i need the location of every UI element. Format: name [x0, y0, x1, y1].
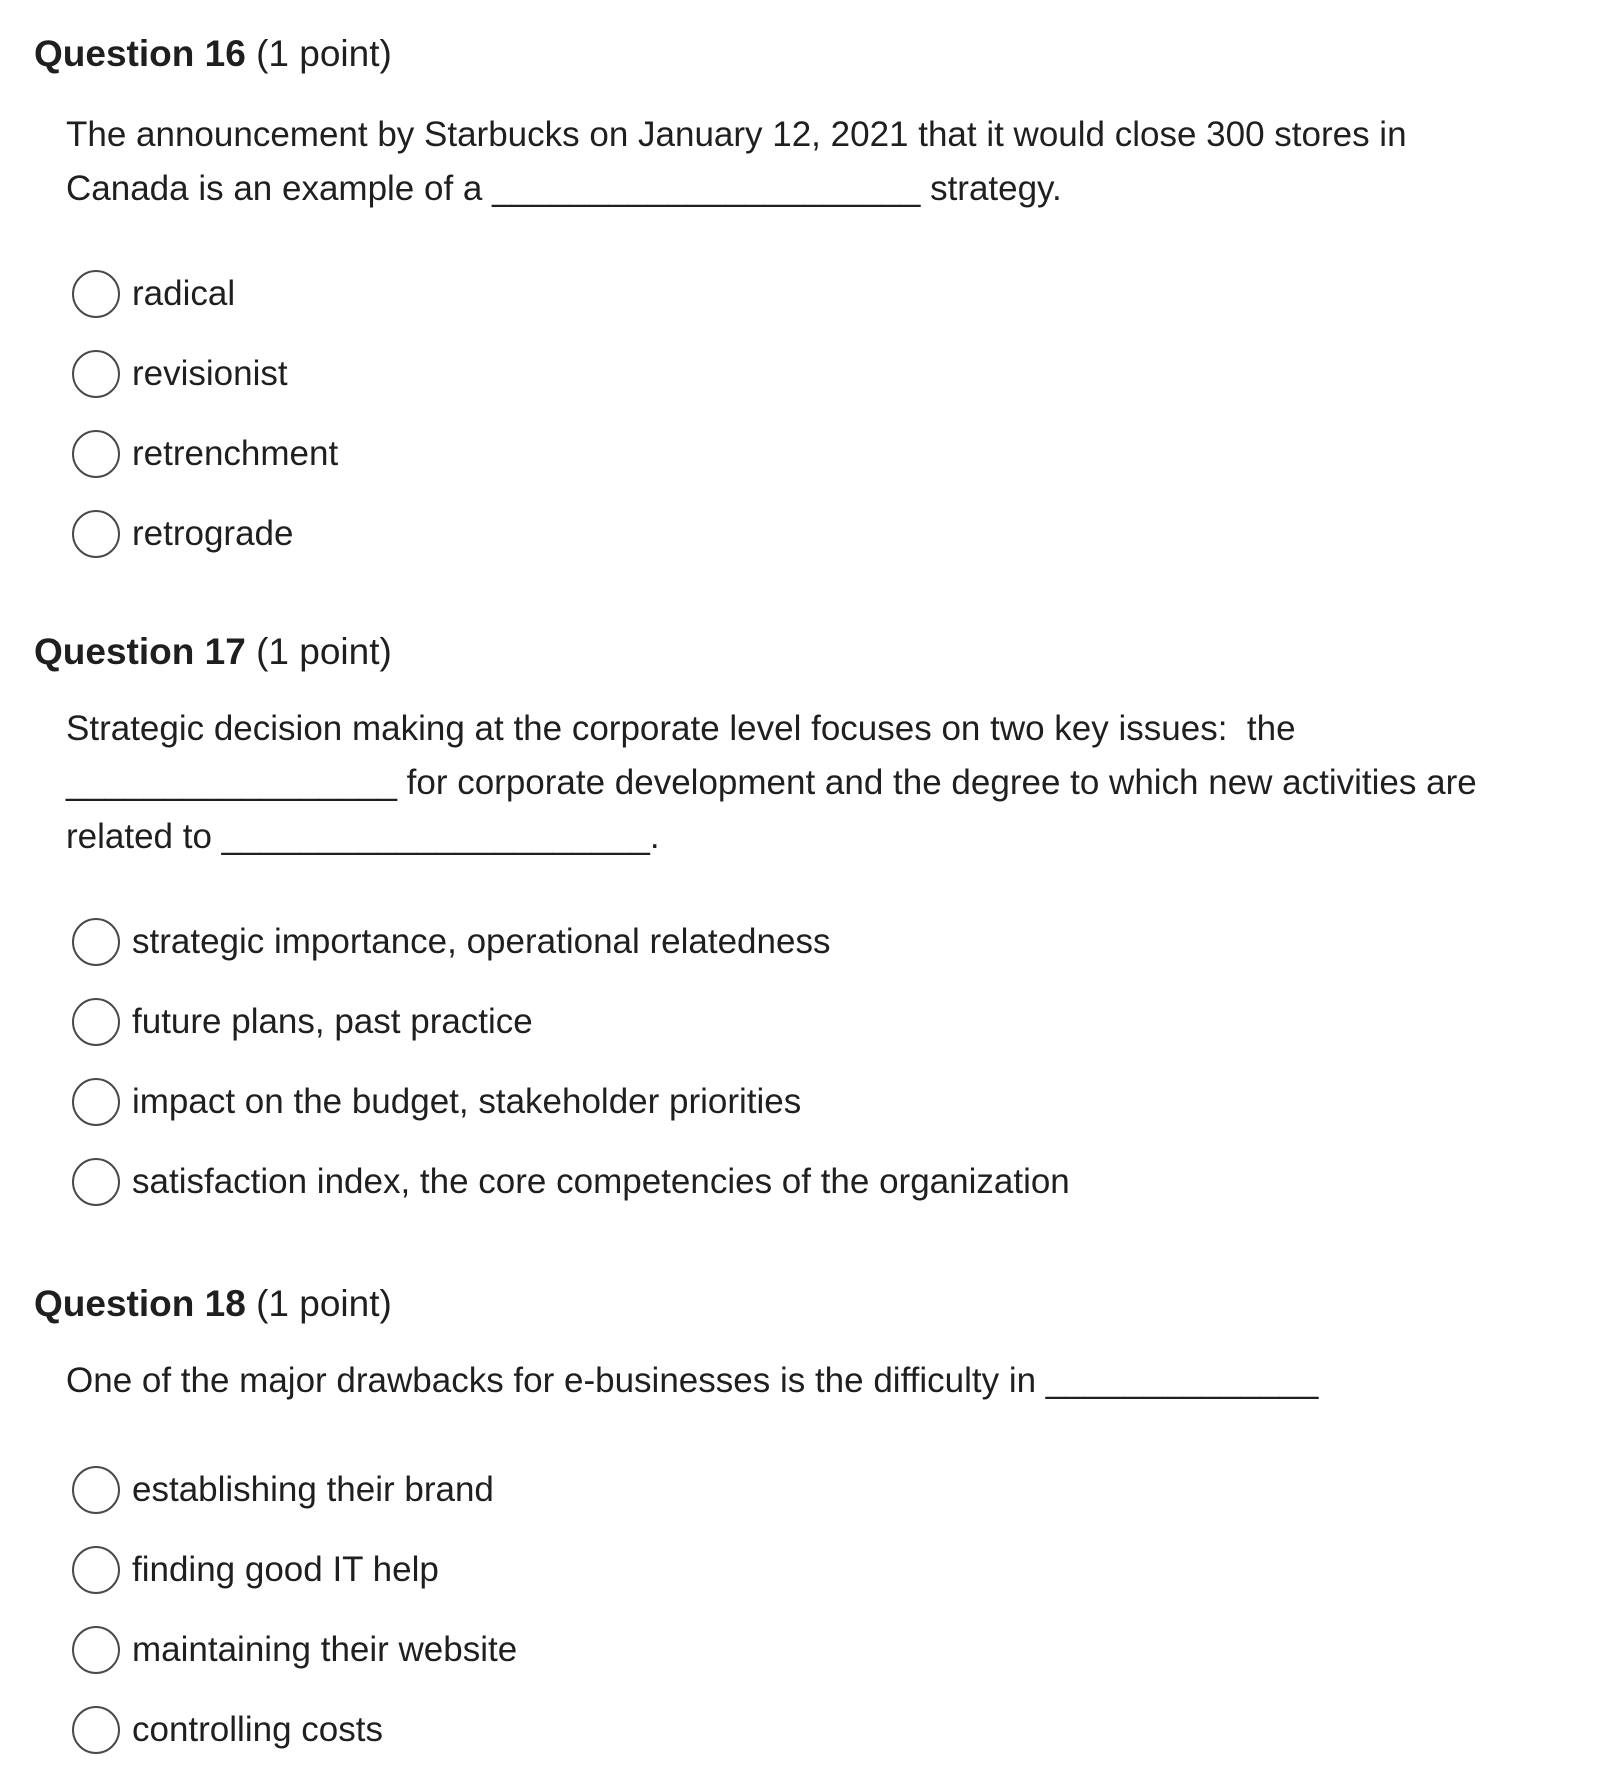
answer-option[interactable] — [72, 1142, 1070, 1222]
option-label: satisfaction index, the core competencies of the organization — [132, 1162, 1070, 1201]
answer-option[interactable] — [72, 1450, 517, 1530]
option-label: maintaining their website — [132, 1630, 518, 1669]
question-title — [34, 32, 392, 76]
question-prompt: The announcement by Starbucks on January 12, 2021 that it would close 300 stores in Canada is an example of a ______________________ strategy. — [66, 115, 1417, 208]
question-number: Question 16 — [34, 33, 246, 74]
radio-button[interactable] — [72, 430, 120, 478]
question-title — [34, 630, 392, 674]
question-points: (1 point) — [256, 631, 392, 672]
option-label: establishing their brand — [132, 1470, 494, 1509]
option-label: controlling costs — [132, 1710, 383, 1749]
question-number: Question 17 — [34, 631, 246, 672]
radio-button[interactable] — [72, 350, 120, 398]
option-label: retrograde — [132, 514, 294, 553]
radio-button[interactable] — [72, 1546, 120, 1594]
answer-option[interactable] — [72, 254, 338, 334]
answer-options — [72, 902, 1070, 1222]
answer-option[interactable] — [72, 414, 338, 494]
radio-button[interactable] — [72, 918, 120, 966]
radio-button[interactable] — [72, 1158, 120, 1206]
radio-button[interactable] — [72, 1626, 120, 1674]
radio-button[interactable] — [72, 270, 120, 318]
answer-option[interactable] — [72, 334, 338, 414]
question-title — [34, 1282, 392, 1326]
answer-option[interactable] — [72, 1610, 517, 1690]
option-label: revisionist — [132, 354, 288, 393]
answer-option[interactable] — [72, 902, 1070, 982]
option-label: strategic importance, operational relatedness — [132, 922, 831, 961]
option-label: impact on the budget, stakeholder priorities — [132, 1082, 802, 1121]
radio-button[interactable] — [72, 1466, 120, 1514]
answer-option[interactable] — [72, 1690, 517, 1770]
answer-options — [72, 1450, 517, 1770]
answer-option[interactable] — [72, 494, 338, 574]
answer-options — [72, 254, 338, 574]
question-prompt: Strategic decision making at the corporate level focuses on two key issues: the _________________ for corporate development and the degree to which new activities are related to ______________________. — [66, 709, 1487, 856]
option-label: future plans, past practice — [132, 1002, 533, 1041]
option-label: retrenchment — [132, 434, 339, 473]
radio-button[interactable] — [72, 1706, 120, 1754]
radio-button[interactable] — [72, 510, 120, 558]
answer-option[interactable] — [72, 982, 1070, 1062]
radio-button[interactable] — [72, 1078, 120, 1126]
answer-option[interactable] — [72, 1530, 517, 1610]
option-label: radical — [132, 274, 236, 313]
question-prompt: One of the major drawbacks for e-businesses is the difficulty in ______________ — [66, 1361, 1319, 1400]
question-points: (1 point) — [256, 1283, 392, 1324]
option-label: finding good IT help — [132, 1550, 439, 1589]
question-points: (1 point) — [256, 33, 392, 74]
answer-option[interactable] — [72, 1062, 1070, 1142]
radio-button[interactable] — [72, 998, 120, 1046]
question-number: Question 18 — [34, 1283, 246, 1324]
